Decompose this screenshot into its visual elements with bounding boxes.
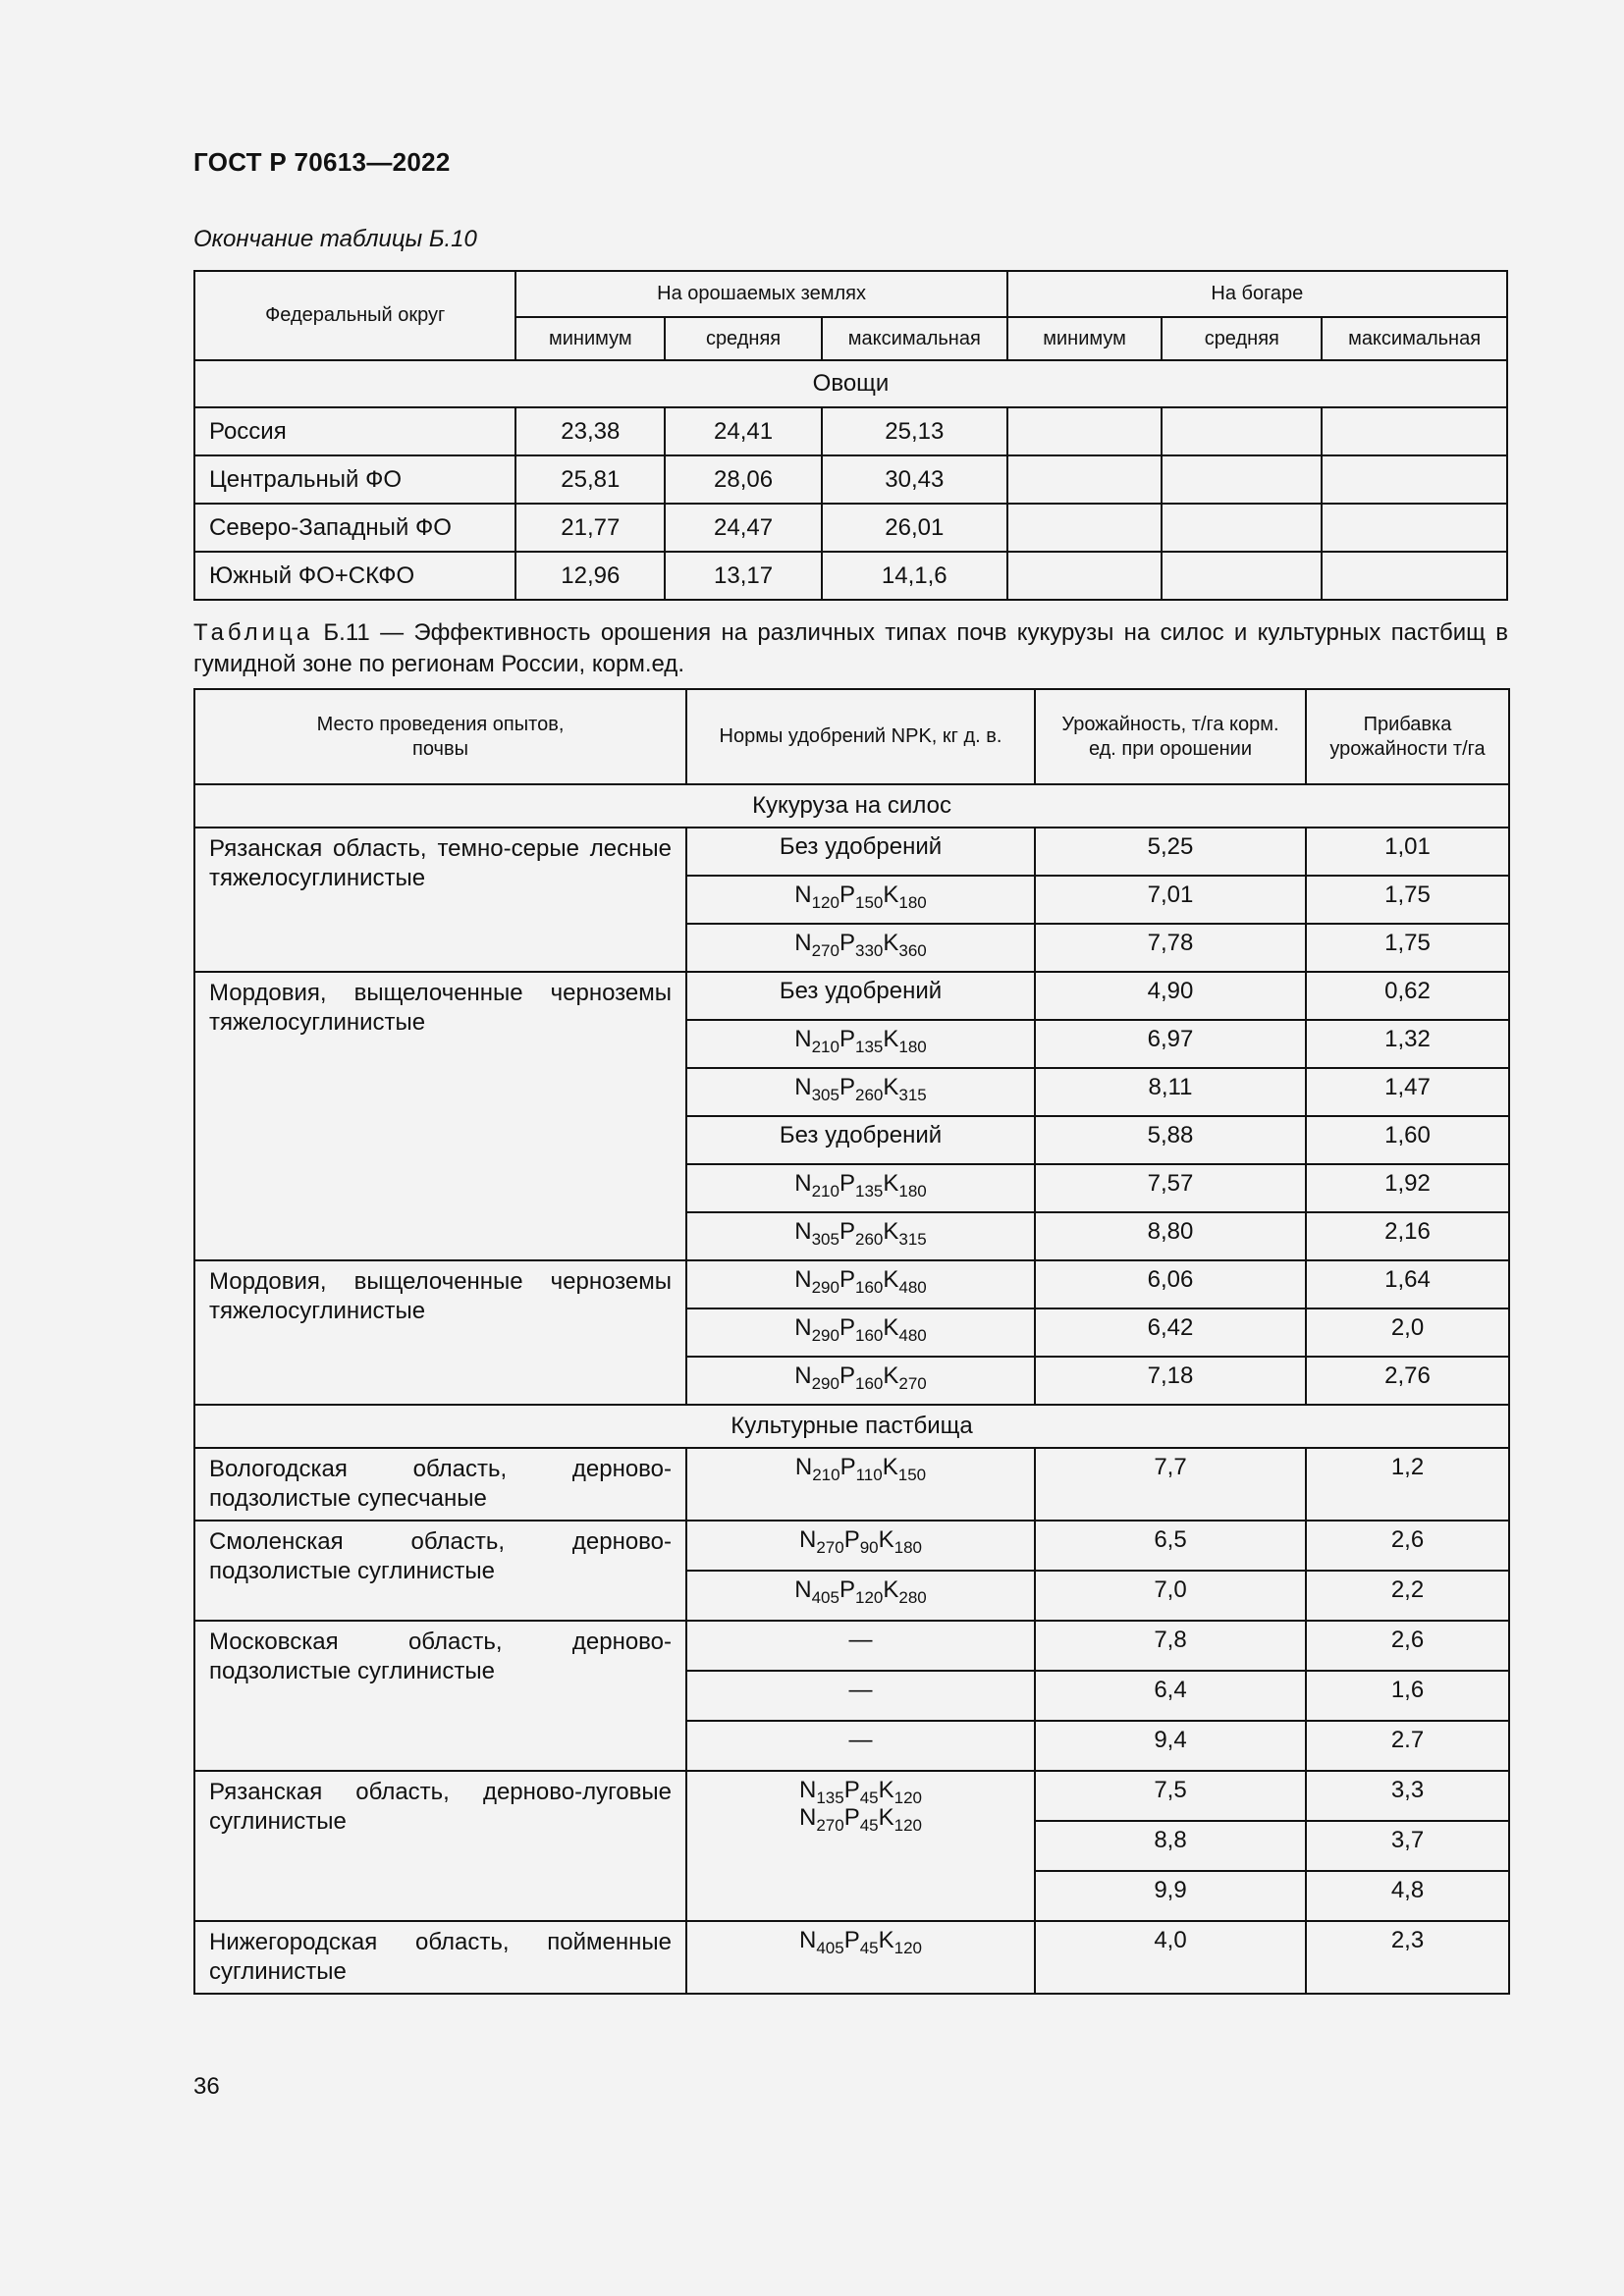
gain-value: 0,62 [1306,972,1509,1020]
header-npk: Нормы удобрений NPK, кг д. в. [686,689,1035,784]
npk-norm: — [686,1671,1035,1721]
cell-avg: 13,17 [665,552,822,600]
yield-value: 8,8 [1035,1821,1306,1871]
cell-min: 21,77 [515,504,665,552]
npk-norm: $N_{210}P_{110}K_{150}$ [686,1448,1035,1521]
cell-empty [1007,407,1163,455]
cell-empty [1322,407,1507,455]
document-code: ГОСТ Р 70613—2022 [193,147,451,177]
district-name: Южный ФО+СКФО [194,552,515,600]
table-continuation-caption: Окончание таблицы Б.10 [193,226,477,252]
gain-value: 2.7 [1306,1721,1509,1771]
header-min: минимум [1007,317,1163,360]
gain-value: 1,75 [1306,924,1509,972]
cell-avg: 24,41 [665,407,822,455]
npk-norm: — [686,1621,1035,1671]
gain-value: 1,6 [1306,1671,1509,1721]
npk-norm: $N_{135}P_{45}K_{120}$ $N_{270}P_{45}K_{120}$ [686,1771,1035,1921]
npk-norm: $N_{270}P_{90}K_{180}$ [686,1521,1035,1571]
cell-empty [1007,552,1163,600]
cell-empty [1007,504,1163,552]
cell-max: 26,01 [822,504,1007,552]
cell-max: 30,43 [822,455,1007,504]
yield-value: 9,4 [1035,1721,1306,1771]
cell-empty [1162,455,1322,504]
place-name: Рязанская область, темно-серые лесные тяжелосуглинистые [194,828,686,972]
gain-value: 1,75 [1306,876,1509,924]
gain-value: 1,64 [1306,1260,1509,1308]
place-name: Смоленская область, дерново-подзолистые суглинистые [194,1521,686,1621]
gain-value: 1,60 [1306,1116,1509,1164]
cell-min: 25,81 [515,455,665,504]
caption-text: Б.11 — Эффективность орошения на различных типах почв кукурузы на силос и культурных пастбищ в гумидной зоне по регионам России, корм.ед. [193,619,1508,677]
table-row [194,972,1509,1020]
cell-empty [1322,552,1507,600]
gain-value: 2,2 [1306,1571,1509,1621]
npk-norm: $N_{290}P_{160}K_{480}$ [686,1260,1035,1308]
gain-value: 2,76 [1306,1357,1509,1405]
yield-value: 6,4 [1035,1671,1306,1721]
cell-empty [1162,407,1322,455]
caption-label: Таблица [193,619,314,646]
cell-avg: 28,06 [665,455,822,504]
npk-norm: $N_{405}P_{45}K_{120}$ [686,1921,1035,1994]
npk-norm: $N_{405}P_{120}K_{280}$ [686,1571,1035,1621]
yield-value: 9,9 [1035,1871,1306,1921]
place-name: Мордовия, выщелоченные черноземы тяжелосуглинистые [194,1260,686,1405]
section-pastures: Культурные пастбища [194,1405,1509,1448]
yield-value: 5,88 [1035,1116,1306,1164]
npk-norm: $N_{305}P_{260}K_{315}$ [686,1212,1035,1260]
cell-avg: 24,47 [665,504,822,552]
gain-value: 3,7 [1306,1821,1509,1871]
gain-value: 1,32 [1306,1020,1509,1068]
yield-value: 4,90 [1035,972,1306,1020]
district-name: Северо-Западный ФО [194,504,515,552]
yield-value: 7,8 [1035,1621,1306,1671]
gain-value: 1,47 [1306,1068,1509,1116]
npk-norm: $N_{210}P_{135}K_{180}$ [686,1164,1035,1212]
table-row [194,455,1507,504]
cell-empty [1322,455,1507,504]
place-name: Вологодская область, дерново-подзолистые супесчаные [194,1448,686,1521]
section-vegetables: Овощи [194,360,1507,407]
table-row [194,1921,1509,1994]
yield-value: 7,5 [1035,1771,1306,1821]
place-name: Мордовия, выщелоченные черноземы тяжелосуглинистые [194,972,686,1260]
yield-value: 4,0 [1035,1921,1306,1994]
district-name: Центральный ФО [194,455,515,504]
npk-norm: $N_{290}P_{160}K_{480}$ [686,1308,1035,1357]
gain-value: 2,6 [1306,1521,1509,1571]
cell-min: 12,96 [515,552,665,600]
npk-norm: $N_{120}P_{150}K_{180}$ [686,876,1035,924]
cell-empty [1162,552,1322,600]
npk-norm: $N_{305}P_{260}K_{315}$ [686,1068,1035,1116]
header-avg: средняя [1162,317,1322,360]
table-row [194,552,1507,600]
yield-value: 6,5 [1035,1521,1306,1571]
header-min: минимум [515,317,665,360]
gain-value: 1,01 [1306,828,1509,876]
header-avg: средняя [665,317,822,360]
gain-value: 1,2 [1306,1448,1509,1521]
place-name: Московская область, дерново-подзолистые суглинистые [194,1621,686,1771]
gain-value: 2,3 [1306,1921,1509,1994]
yield-value: 7,18 [1035,1357,1306,1405]
header-max: максимальная [1322,317,1507,360]
table-b11-caption [193,617,1508,680]
header-federal-district: Федеральный округ [194,271,515,360]
table-b10-end [193,270,1508,601]
yield-value: 8,11 [1035,1068,1306,1116]
cell-empty [1322,504,1507,552]
table-row [194,1260,1509,1308]
gain-value: 2,16 [1306,1212,1509,1260]
gain-value: 4,8 [1306,1871,1509,1921]
table-row [194,1521,1509,1571]
yield-value: 7,0 [1035,1571,1306,1621]
header-max: максимальная [822,317,1007,360]
table-b11 [193,688,1510,1995]
page-number: 36 [193,2073,220,2100]
yield-value: 7,7 [1035,1448,1306,1521]
district-name: Россия [194,407,515,455]
yield-value: 7,78 [1035,924,1306,972]
npk-norm: Без удобрений [686,972,1035,1020]
gain-value: 1,92 [1306,1164,1509,1212]
yield-value: 6,06 [1035,1260,1306,1308]
gain-value: 2,0 [1306,1308,1509,1357]
header-rainfed: На богаре [1007,271,1507,317]
yield-value: 7,57 [1035,1164,1306,1212]
header-gain: Прибавка урожайности т/га [1306,689,1509,784]
npk-norm: Без удобрений [686,828,1035,876]
npk-norm: Без удобрений [686,1116,1035,1164]
place-name: Нижегородская область, пойменные суглинистые [194,1921,686,1994]
table-row [194,407,1507,455]
npk-norm: $N_{270}P_{330}K_{360}$ [686,924,1035,972]
cell-max: 14,1,6 [822,552,1007,600]
header-irrigated-lands: На орошаемых землях [515,271,1006,317]
table-row [194,1448,1509,1521]
yield-value: 7,01 [1035,876,1306,924]
gain-value: 2,6 [1306,1621,1509,1671]
npk-norm: $N_{290}P_{160}K_{270}$ [686,1357,1035,1405]
cell-min: 23,38 [515,407,665,455]
yield-value: 6,97 [1035,1020,1306,1068]
npk-norm: $N_{210}P_{135}K_{180}$ [686,1020,1035,1068]
section-corn-silage: Кукуруза на силос [194,784,1509,828]
yield-value: 8,80 [1035,1212,1306,1260]
place-name: Рязанская область, дерново-луговые суглинистые [194,1771,686,1921]
yield-value: 6,42 [1035,1308,1306,1357]
table-row [194,1771,1509,1821]
cell-empty [1162,504,1322,552]
yield-value: 5,25 [1035,828,1306,876]
npk-norm: — [686,1721,1035,1771]
table-row [194,504,1507,552]
table-row [194,828,1509,876]
cell-max: 25,13 [822,407,1007,455]
header-place: Место проведения опытов, почвы [194,689,686,784]
header-yield: Урожайность, т/га корм. ед. при орошении [1035,689,1306,784]
table-row [194,1621,1509,1671]
cell-empty [1007,455,1163,504]
gain-value: 3,3 [1306,1771,1509,1821]
